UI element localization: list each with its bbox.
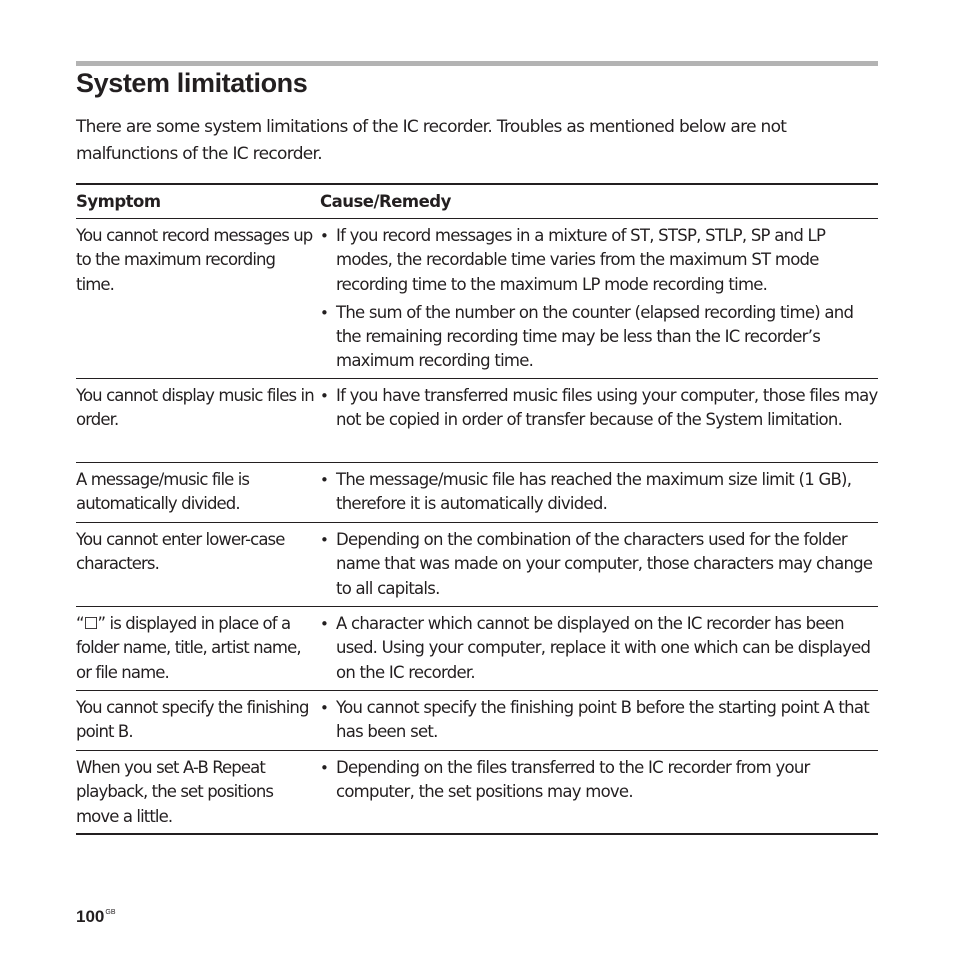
cause-bullet-item (320, 528, 878, 601)
cause-bullet-item (320, 756, 878, 805)
cause-bullet-item (320, 301, 878, 374)
cause-text: If you have transferred music files using your computer, those files may not be copied in order of transfer because of the System limitation. (336, 386, 878, 430)
page-number-suffix: GB (105, 909, 116, 916)
cause-text: You cannot specify the finishing point B before the starting point A that has been set. (336, 698, 869, 742)
bullet-icon: • (320, 471, 329, 489)
cause-bullet-item (320, 384, 878, 433)
cause-text: Depending on the files transferred to the IC recorder from your computer, the set positions may move. (336, 758, 810, 802)
header-cause-remedy: Cause/Remedy (320, 192, 451, 211)
cause-text: If you record messages in a mixture of ST, STSP, STLP, SP and LP modes, the recordable time varies from the maximum ST mode recording time to the maximum LP mode recording time. (336, 226, 826, 294)
bullet-icon: • (320, 699, 329, 717)
bullet-icon: • (320, 227, 329, 245)
section-title: System limitations (76, 68, 308, 98)
symptom-cell: You cannot display music files in order. (76, 386, 314, 430)
table-row (76, 219, 878, 379)
table-row (76, 691, 878, 751)
table-row (76, 463, 878, 523)
limitations-table (76, 183, 878, 835)
table-row (76, 607, 878, 691)
symptom-cell: When you set A-B Repeat playback, the set positions move a little. (76, 758, 274, 826)
table-row (76, 379, 878, 463)
symptom-cell: “☐” is displayed in place of a folder name, title, artist name, or file name. (76, 614, 301, 682)
table-row (76, 523, 878, 607)
page-number (76, 907, 116, 927)
symptom-cell: You cannot record messages up to the maximum recording time. (76, 226, 313, 294)
cause-bullet-item (320, 696, 878, 745)
cause-remedy-cell (320, 379, 878, 462)
symptom-cell: You cannot specify the finishing point B. (76, 698, 309, 742)
header-symptom: Symptom (76, 192, 161, 211)
cause-remedy-cell (320, 463, 878, 522)
cause-bullet-item (320, 224, 878, 297)
cause-remedy-cell (320, 607, 878, 690)
cause-text: The message/music file has reached the maximum size limit (1 GB), therefore it is automatically divided. (336, 470, 852, 514)
cause-text: A character which cannot be displayed on the IC recorder has been used. Using your computer, replace it with one which can be displayed on the IC recorder. (336, 614, 871, 682)
cause-bullet-item (320, 468, 878, 517)
bullet-icon: • (320, 615, 329, 633)
cause-remedy-cell (320, 219, 878, 378)
bullet-icon: • (320, 387, 329, 405)
symptom-cell: You cannot enter lower-case characters. (76, 530, 285, 574)
intro-paragraph: There are some system limitations of the IC recorder. Troubles as mentioned below are not malfunctions of the IC recorder. (76, 117, 787, 164)
table-row (76, 751, 878, 835)
bullet-icon: • (320, 531, 329, 549)
cause-remedy-cell (320, 691, 878, 750)
bullet-icon: • (320, 303, 329, 322)
cause-bullet-item (320, 612, 878, 685)
table-body (76, 219, 878, 835)
table-header (76, 185, 878, 219)
cause-text: The sum of the number on the counter (elapsed recording time) and the remaining recording time may be less than the IC recorder’s maximum recording time. (336, 302, 854, 371)
symptom-cell: A message/music file is automatically divided. (76, 470, 250, 514)
bullet-icon: • (320, 759, 329, 777)
cause-remedy-cell (320, 523, 878, 606)
page-number-value: 100 (76, 907, 105, 926)
cause-text: Depending on the combination of the characters used for the folder name that was made on your computer, those characters may change to all capitals. (336, 530, 873, 598)
cause-remedy-cell (320, 751, 878, 833)
